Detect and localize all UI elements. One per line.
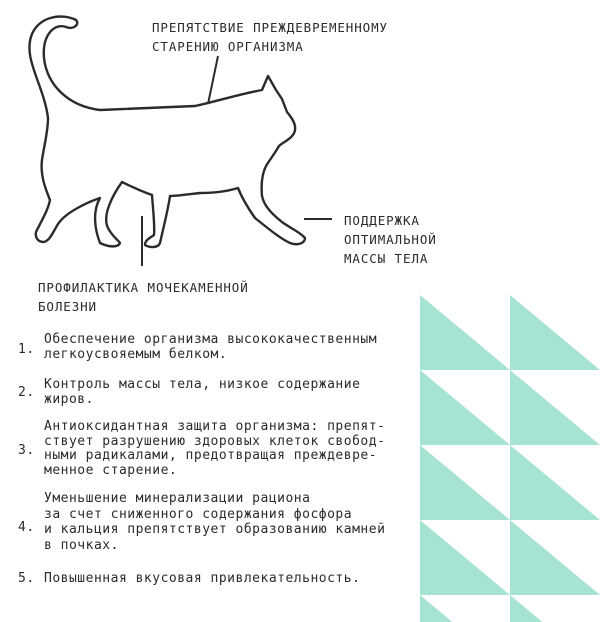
list-number: 3. [18,443,35,458]
list-number: 4. [18,520,35,535]
callout-aging-line-1: ПРЕПЯТСТВИЕ ПРЕЖДЕВРЕМЕННОМУ [152,20,388,35]
list-item-line: ствует разрушению здоровых клеток свобод- [44,433,386,449]
callout-weight-line-1: ПОДДЕРЖКА [344,213,420,228]
list-item-line: Контроль массы тела, низкое содержание [44,377,361,392]
list-number: 1. [18,342,35,357]
list-item-line: Повышенная вкусовая привлекательность. [44,571,361,586]
callout-aging-line-2: СТАРЕНИЮ ОРГАНИЗМА [152,39,304,54]
callout-urolith [38,278,249,316]
callout-weight-line-2: ОПТИМАЛЬНОЙ [344,232,437,247]
list-item-line: менное старение. [44,462,178,478]
list-number: 2. [18,385,35,400]
list-item-line: за счет сниженного содержания фосфора [44,506,353,522]
callout-urolith-line-2: БОЛЕЗНИ [38,299,97,314]
list-item-line: и кальция препятствует образованию камней [44,522,386,537]
callout-urolith-line-1: ПРОФИЛАКТИКА МОЧЕКАМЕННОЙ [38,280,249,295]
callout-line-aging [208,56,218,104]
callout-aging [152,18,388,56]
list-number: 5. [18,571,35,586]
list-item-line: легкоусвояемым белком. [44,346,228,362]
list-item-line: ными радикалами, предотвращая преждевре- [44,448,378,463]
list-item-line: в почках. [44,537,119,553]
list-item-line: Антиоксидантная защита организма: препят- [44,419,386,434]
list-item-line: Уменьшение минерализации рациона [44,491,311,506]
list-item-line: Обеспечение организма высококачественным [44,332,378,347]
callout-weight [344,211,437,268]
callout-weight-line-3: МАССЫ ТЕЛА [344,251,429,266]
list-item-line: жиров. [44,391,94,407]
